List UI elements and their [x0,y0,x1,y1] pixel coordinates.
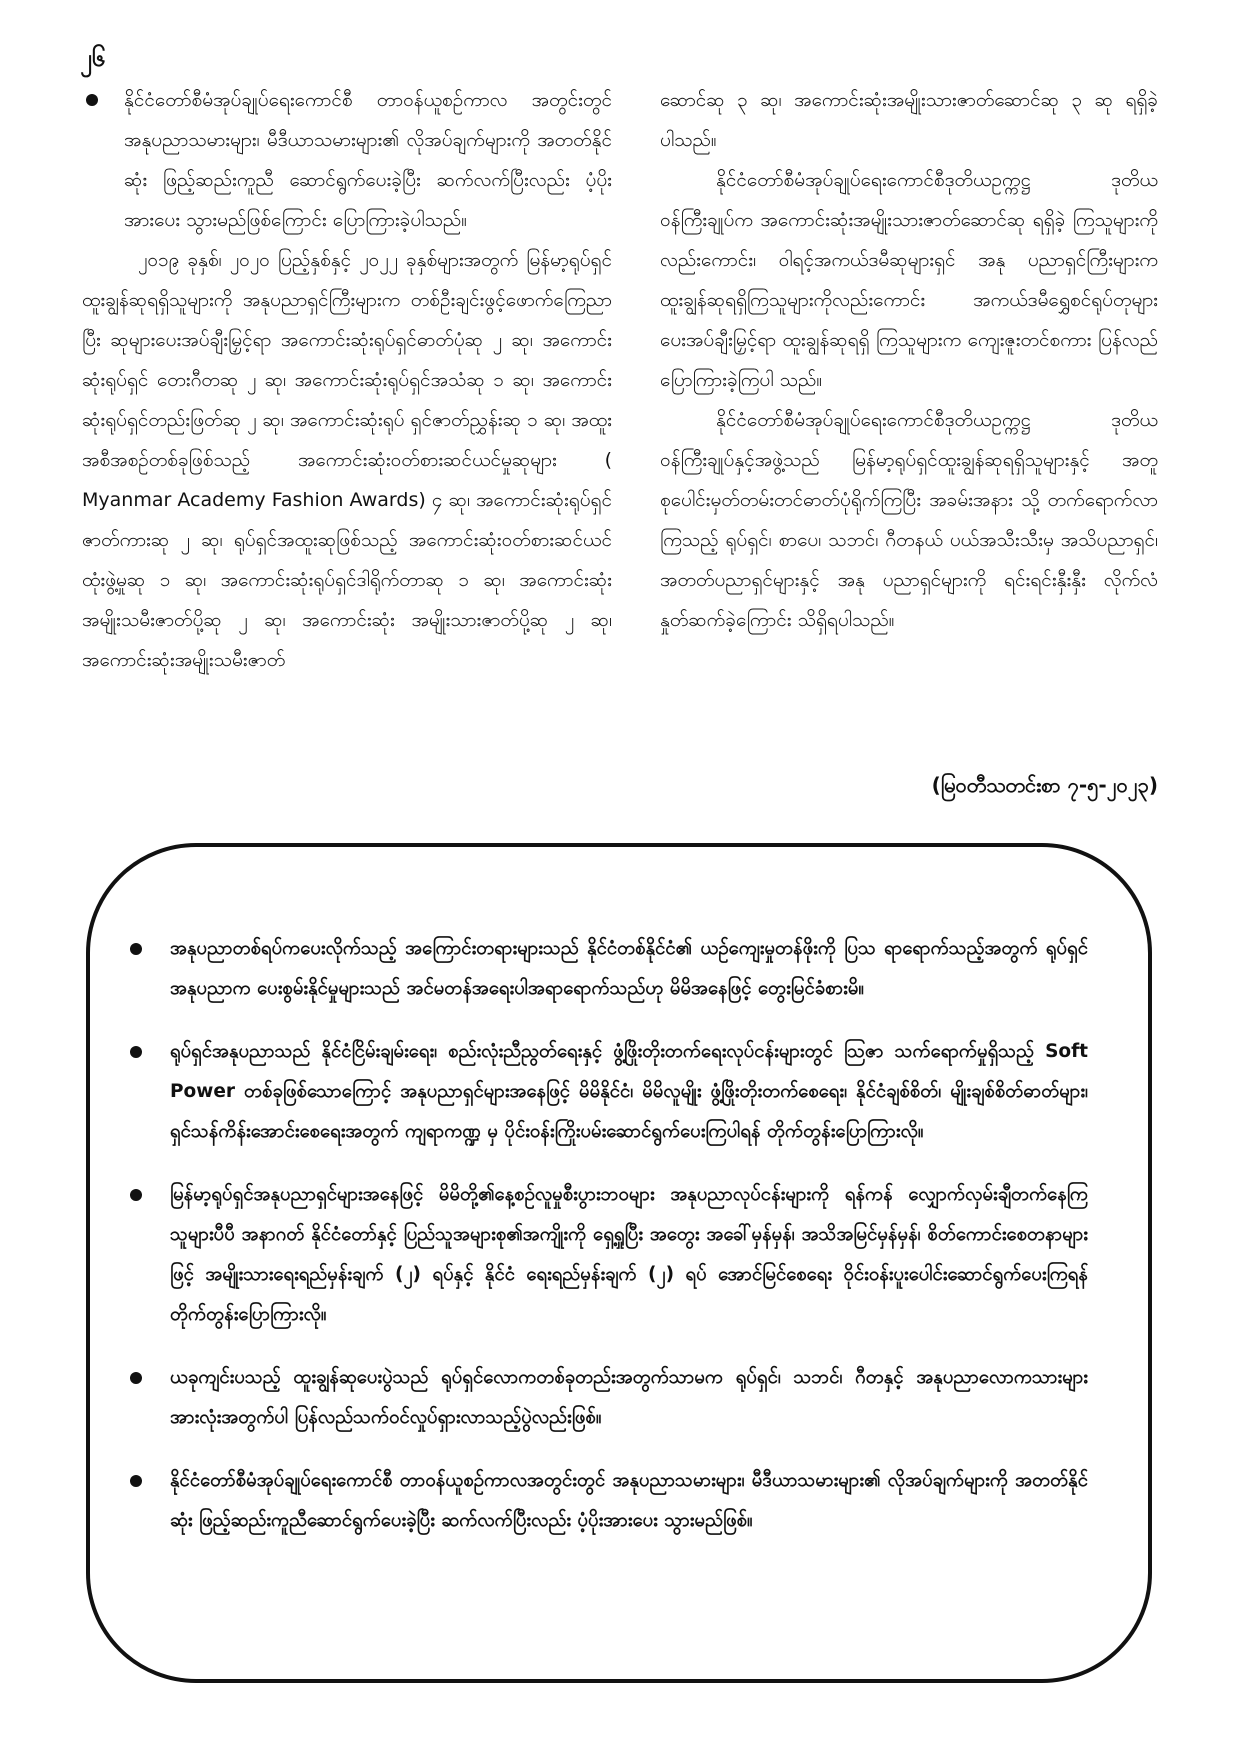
right-paragraph-2: နိုင်ငံတော်စီမံအုပ်ချုပ်ရေးကောင်စီဒုတိယဥက္ကဋ္ဌ ဒုတိယ ဝန်ကြီးချုပ်က အကောင်းဆုံးအမျိုးသားဇာတ်ဆောင်ဆု ရရှိခဲ့ ကြသူများကိုလည်းကောင်း၊ ဝါရင့်အကယ်ဒမီဆုများရှင် အနု ပညာရှင်ကြီးများက ထူးချွန်ဆုရရှိကြသူများကိုလည်းကောင်း အကယ်ဒမီရွှေစင်ရုပ်တုများ ပေးအပ်ချီးမြှင့်ရာ ထူးချွန်ဆုရရှိ ကြသူများက ကျေးဇူးတင်စကား ပြန်လည်ပြောကြားခဲ့ကြပါ သည်။ [660,169,1158,391]
summary-item [130,1358,1088,1438]
right-column [660,80,1158,640]
bullet-icon [130,943,142,955]
summary-box [86,843,1152,1683]
left-bullet-text: နိုင်ငံတော်စီမံအုပ်ချုပ်ရေးကောင်စီ တာဝန်ယူစဉ်ကာလ အတွင်းတွင် အနုပညာသမားများ၊ မီဒီယာသမားများ၏ လိုအပ်ချက်များကို အတတ်နိုင်ဆုံး ဖြည့်ဆည်းကူညီ ဆောင်ရွက်ပေးခဲ့ပြီး ဆက်လက်ပြီးလည်း ပံ့ပိုးအားပေး သွားမည်ဖြစ်ကြောင်း ပြောကြားခဲ့ပါသည်။ [124,89,612,231]
summary-item [130,1175,1088,1335]
article-columns [82,80,1158,820]
summary-list [130,929,1088,1564]
source-credit: (မြဝတီသတင်းစာ ၇-၅-၂၀၂၃) [931,773,1158,797]
left-bullet-paragraph [82,80,612,240]
bullet-icon [130,1189,142,1201]
right-paragraph-3: နိုင်ငံတော်စီမံအုပ်ချုပ်ရေးကောင်စီဒုတိယဥက္ကဋ္ဌ ဒုတိယ ဝန်ကြီးချုပ်နှင့်အဖွဲ့သည် မြန်မာ့ရုပ်ရှင်ထူးချွန်ဆုရရှိသူများနှင့် အတူ စုပေါင်းမှတ်တမ်းတင်ဓာတ်ပုံရိုက်ကြပြီး အခမ်းအနား သို့ တက်ရောက်လာကြသည့် ရုပ်ရှင်၊ စာပေ၊ သဘင်၊ ဂီတနယ် ပယ်အသီးသီးမှ အသိပညာရှင်၊ အတတ်ပညာရှင်များနှင့် အနု ပညာရှင်များကို ရင်းရင်းနှီးနှီး လိုက်လံနှုတ်ဆက်ခဲ့ကြောင်း သိရှိရပါသည်။ [660,409,1158,631]
summary-item [130,1461,1088,1541]
summary-item-text: ရုပ်ရှင်အနုပညာသည် နိုင်ငံငြိမ်းချမ်းရေး၊ စည်းလုံးညီညွတ်ရေးနှင့် ဖွံ့ဖြိုးတိုးတက်ရေးလုပ်ငန်းများတွင် ဩဇာ သက်ရောက်မှုရှိသည့် Soft Power တစ်ခုဖြစ်သောကြောင့် အနုပညာရှင်များအနေဖြင့် မိမိနိုင်ငံ၊ မိမိလူမျိုး ဖွံ့ဖြိုးတိုးတက်စေရေး၊ နိုင်ငံချစ်စိတ်၊ မျိုးချစ်စိတ်ဓာတ်များ၊ ရှင်သန်ကိန်းအောင်းစေရေးအတွက် ကျရာကဏ္ဍ မှ ပိုင်းဝန်းကြိုးပမ်းဆောင်ရွက်ပေးကြပါရန် တိုက်တွန်းပြောကြားလို။ [170,1041,1088,1142]
bullet-icon [130,1372,142,1384]
right-paragraph-1: ဆောင်ဆု ၃ ဆု၊ အကောင်းဆုံးအမျိုးသားဇာတ်ဆောင်ဆု ၃ ဆု ရရှိခဲ့ပါသည်။ [660,89,1158,151]
summary-item [130,929,1088,1009]
left-column [82,80,612,680]
summary-item-text: ယခုကျင်းပသည့် ထူးချွန်ဆုပေးပွဲသည် ရုပ်ရှင်လောကတစ်ခုတည်းအတွက်သာမက ရုပ်ရှင်၊ သဘင်၊ ဂီတနှင့် အနုပညာလောကသားများ အားလုံးအတွက်ပါ ပြန်လည်သက်ဝင်လှုပ်ရှားလာသည့်ပွဲလည်းဖြစ်။ [170,1367,1088,1428]
page-number: ၂၆ [80,44,106,72]
summary-item-text: မြန်မာ့ရုပ်ရှင်အနုပညာရှင်များအနေဖြင့် မိမိတို့၏နေ့စဉ်လူမှုစီးပွားဘဝများ အနုပညာလုပ်ငန်းများကို ရန်ကန် လျှောက်လှမ်းချီတက်နေကြသူများပီပီ အနာဂတ် နိုင်ငံတော်နှင့် ပြည်သူအများစု၏အကျိုးကို ရှေ့ရှုပြီး အတွေး အခေါ်မှန်မှန်၊ အသိအမြင်မှန်မှန်၊ စိတ်ကောင်းစေတနာများဖြင့် အမျိုးသားရေးရည်မှန်းချက် (၂) ရပ်နှင့် နိုင်ငံ ရေးရည်မှန်းချက် (၂) ရပ် အောင်မြင်စေရေး ဝိုင်းဝန်းပူးပေါင်းဆောင်ရွက်ပေးကြရန် တိုက်တွန်းပြောကြားလို။ [170,1184,1088,1325]
summary-item-text: အနုပညာတစ်ရပ်ကပေးလိုက်သည့် အကြောင်းတရားများသည် နိုင်ငံတစ်နိုင်ငံ၏ ယဉ်ကျေးမှုတန်ဖိုးကို ပြသ ရာရောက်သည့်အတွက် ရုပ်ရှင်အနုပညာက ပေးစွမ်းနိုင်မှုများသည် အင်မတန်အရေးပါအရာရောက်သည်ဟု မိမိအနေဖြင့် တွေးမြင်ခံစားမိ။ [170,938,1088,999]
summary-item [130,1032,1088,1152]
bullet-icon [86,94,98,106]
summary-item-text: နိုင်ငံတော်စီမံအုပ်ချုပ်ရေးကောင်စီ တာဝန်ယူစဉ်ကာလအတွင်းတွင် အနုပညာသမားများ၊ မီဒီယာသမားများ၏ လိုအပ်ချက်များကို အတတ်နိုင်ဆုံး ဖြည့်ဆည်းကူညီဆောင်ရွက်ပေးခဲ့ပြီး ဆက်လက်ပြီးလည်း ပံ့ပိုးအားပေး သွားမည်ဖြစ်။ [170,1470,1088,1531]
bullet-icon [130,1046,142,1058]
awards-list-paragraph: ၂၀၁၉ ခုနှစ်၊ ၂၀၂၀ ပြည့်နှစ်နှင့် ၂၀၂၂ ခုနှစ်များအတွက် မြန်မာ့ရုပ်ရှင်ထူးချွန်ဆုရရှိသူများကို အနုပညာရှင်ကြီးများက တစ်ဦးချင်းဖွင့်ဖောက်ကြေညာပြီး ဆုများပေးအပ်ချီးမြှင့်ရာ အကောင်းဆုံးရုပ်ရှင်ဓာတ်ပုံဆု ၂ ဆု၊ အကောင်းဆုံးရုပ်ရှင် တေးဂီတဆု ၂ ဆု၊ အကောင်းဆုံးရုပ်ရှင်အသံဆု ၁ ဆု၊ အကောင်းဆုံးရုပ်ရှင်တည်းဖြတ်ဆု ၂ ဆု၊ အကောင်းဆုံးရုပ် ရှင်ဇာတ်ညွှန်းဆု ၁ ဆု၊ အထူးအစီအစဉ်တစ်ခုဖြစ်သည့် အကောင်းဆုံးဝတ်စားဆင်ယင်မှုဆုများ ( Myanmar Academy Fashion Awards) ၄ ဆု၊ အကောင်းဆုံးရုပ်ရှင်ဇာတ်ကားဆု ၂ ဆု၊ ရုပ်ရှင်အထူးဆုဖြစ်သည့် အကောင်းဆုံးဝတ်စားဆင်ယင် ထုံးဖွဲ့မှုဆု ၁ ဆု၊ အကောင်းဆုံးရုပ်ရှင်ဒါရိုက်တာဆု ၁ ဆု၊ အကောင်းဆုံးအမျိုးသမီးဇာတ်ပို့ဆု ၂ ဆု၊ အကောင်းဆုံး အမျိုးသားဇာတ်ပို့ဆု ၂ ဆု၊ အကောင်းဆုံးအမျိုးသမီးဇာတ် [82,249,612,671]
bullet-icon [130,1475,142,1487]
